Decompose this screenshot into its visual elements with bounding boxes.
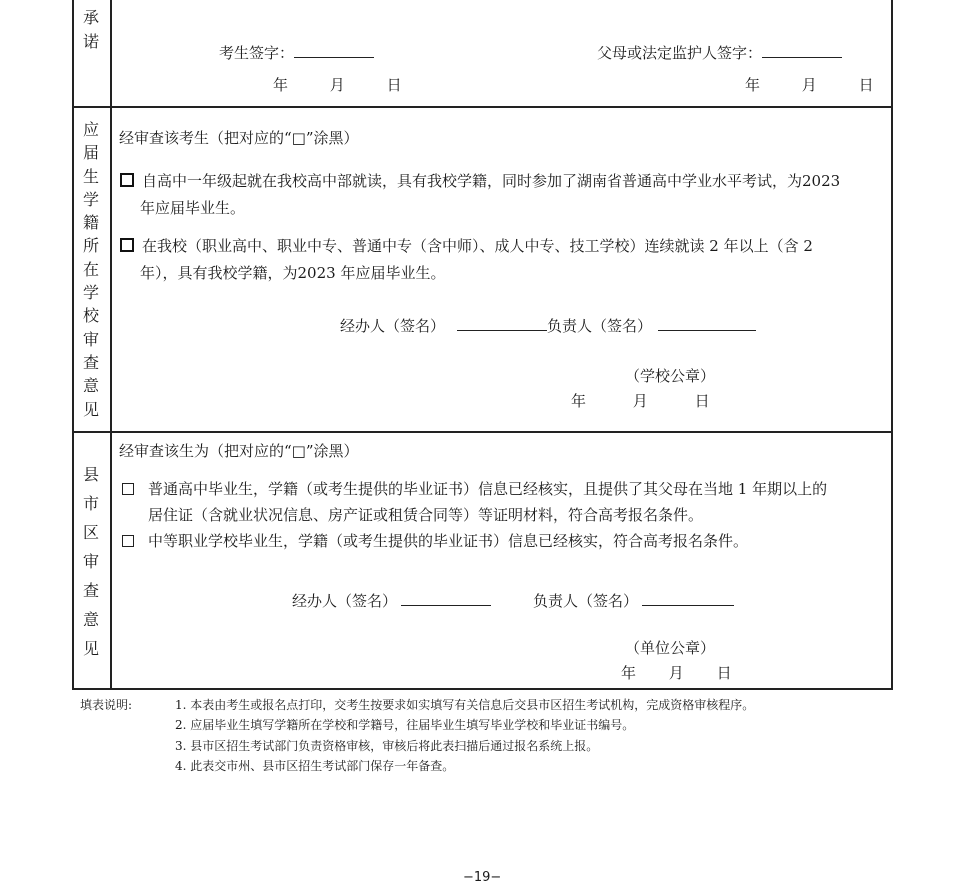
- school-review-intro: 经审查该考生（把对应的“□”涂黑）: [119, 129, 359, 147]
- county-handler-line[interactable]: [401, 605, 491, 606]
- school-label-char: 籍: [82, 213, 99, 233]
- school-date: [571, 390, 710, 411]
- county-label-char: 审: [82, 552, 99, 571]
- guardian-date: [745, 74, 874, 95]
- school-label-char: 学: [82, 283, 99, 303]
- date-day: 日: [858, 76, 874, 94]
- county-option-2-checkbox[interactable]: [122, 535, 134, 547]
- school-label-char: 在: [82, 259, 99, 279]
- school-manager-line[interactable]: [658, 330, 756, 331]
- date-year: 年: [571, 392, 587, 410]
- school-label-char: 见: [82, 399, 99, 419]
- county-label-char: 意: [82, 610, 99, 629]
- school-signatures: [340, 315, 756, 336]
- promise-label-char: 承: [82, 8, 99, 27]
- date-month: 月: [329, 76, 345, 94]
- guardian-signature-label: 父母或法定监护人签字：: [597, 44, 763, 62]
- school-option-2[interactable]: [120, 235, 813, 256]
- student-signature: [219, 42, 374, 63]
- school-label-char: 生: [82, 166, 99, 186]
- date-day: 日: [716, 664, 732, 682]
- county-option-2-text: 中等职业学校毕业生，学籍（或考生提供的毕业证书）信息已经核实，符合高考报名条件。: [148, 532, 749, 550]
- county-manager-label: 负责人（签名）: [533, 592, 639, 610]
- county-handler-label: 经办人（签名）: [292, 592, 398, 610]
- school-option-2-text-cont: 年），具有我校学籍，为2023 年应届毕业生。: [140, 264, 446, 282]
- county-option-2[interactable]: [122, 530, 748, 551]
- school-label-char: 学: [82, 189, 99, 209]
- county-label-char: 查: [82, 581, 99, 600]
- school-option-2-text: 在我校（职业高中、职业中专、普通中专（含中师）、成人中专、技工学校）连续就读 2 年以上（含 2: [142, 237, 813, 255]
- student-signature-label: 考生签字：: [219, 44, 295, 62]
- school-label-char: 所: [82, 236, 99, 256]
- school-label-char: 意: [82, 376, 99, 396]
- county-option-1-checkbox[interactable]: [122, 483, 134, 495]
- date-month: 月: [632, 392, 648, 410]
- school-option-1-text-cont: 年应届毕业生。: [140, 199, 246, 217]
- school-label-char: 审: [82, 329, 99, 349]
- county-date: [621, 662, 732, 683]
- student-signature-line[interactable]: [294, 57, 374, 58]
- county-label-char: 县: [82, 465, 99, 484]
- student-date: [273, 74, 402, 95]
- date-month: 月: [801, 76, 817, 94]
- school-handler-line[interactable]: [457, 330, 547, 331]
- county-section-label: [72, 460, 110, 663]
- county-option-1[interactable]: [122, 478, 827, 499]
- school-label-char: 应: [82, 120, 99, 139]
- guardian-signature-line[interactable]: [762, 57, 842, 58]
- date-year: 年: [745, 76, 761, 94]
- school-option-1-text: 自高中一年级起就在我校高中部就读，具有我校学籍，同时参加了湖南省普通高中学业水平考试，为2023: [142, 172, 841, 190]
- note-item: 1. 本表由考生或报名点打印，交考生按要求如实填写有关信息后交县市区招生考试机构，完成资格审核程序。: [175, 698, 755, 712]
- promise-section-label: [72, 6, 110, 54]
- county-signatures: [292, 590, 734, 611]
- school-option-1-checkbox[interactable]: [120, 173, 134, 187]
- date-day: 日: [694, 392, 710, 410]
- county-label-char: 区: [82, 523, 99, 542]
- note-item: 3. 县市区招生考试部门负责资格审核，审核后将此表扫描后通过报名系统上报。: [175, 739, 599, 753]
- page-number: −19−: [463, 870, 502, 885]
- note-item: 2. 应届毕业生填写学籍所在学校和学籍号，往届毕业生填写毕业学校和毕业证书编号。: [175, 718, 635, 732]
- county-option-1-text: 普通高中毕业生，学籍（或考生提供的毕业证书）信息已经核实，且提供了其父母在当地 1 年期以上的: [148, 480, 828, 498]
- date-year: 年: [273, 76, 289, 94]
- county-review-intro: 经审查该生为（把对应的“□”涂黑）: [119, 442, 359, 460]
- row-divider-school-county: [72, 431, 893, 433]
- note-item: 4. 此表交市州、县市区招生考试部门保存一年备查。: [175, 759, 455, 773]
- label-column-divider: [110, 0, 112, 690]
- school-option-2-checkbox[interactable]: [120, 238, 134, 252]
- guardian-signature: [597, 42, 842, 63]
- county-label-char: 市: [82, 494, 99, 513]
- date-month: 月: [668, 664, 684, 682]
- school-label-char: 校: [82, 306, 99, 326]
- row-divider-promise-school: [72, 106, 893, 108]
- notes-title: 填表说明:: [80, 698, 133, 712]
- date-day: 日: [386, 76, 402, 94]
- school-section-label: [72, 118, 110, 421]
- school-label-char: 查: [82, 352, 99, 372]
- application-form-table: [72, 0, 893, 690]
- promise-label-char: 诺: [82, 32, 99, 51]
- county-manager-line[interactable]: [642, 605, 734, 606]
- school-label-char: 届: [82, 143, 99, 163]
- school-option-1[interactable]: [120, 170, 840, 191]
- county-option-1-text-cont: 居住证（含就业状况信息、房产证或租赁合同等）等证明材料，符合高考报名条件。: [148, 506, 704, 524]
- school-seal: （学校公章）: [625, 367, 716, 385]
- school-handler-label: 经办人（签名）: [340, 317, 446, 335]
- county-seal: （单位公章）: [625, 639, 716, 657]
- county-label-char: 见: [82, 639, 99, 658]
- date-year: 年: [621, 664, 637, 682]
- school-manager-label: 负责人（签名）: [547, 317, 653, 335]
